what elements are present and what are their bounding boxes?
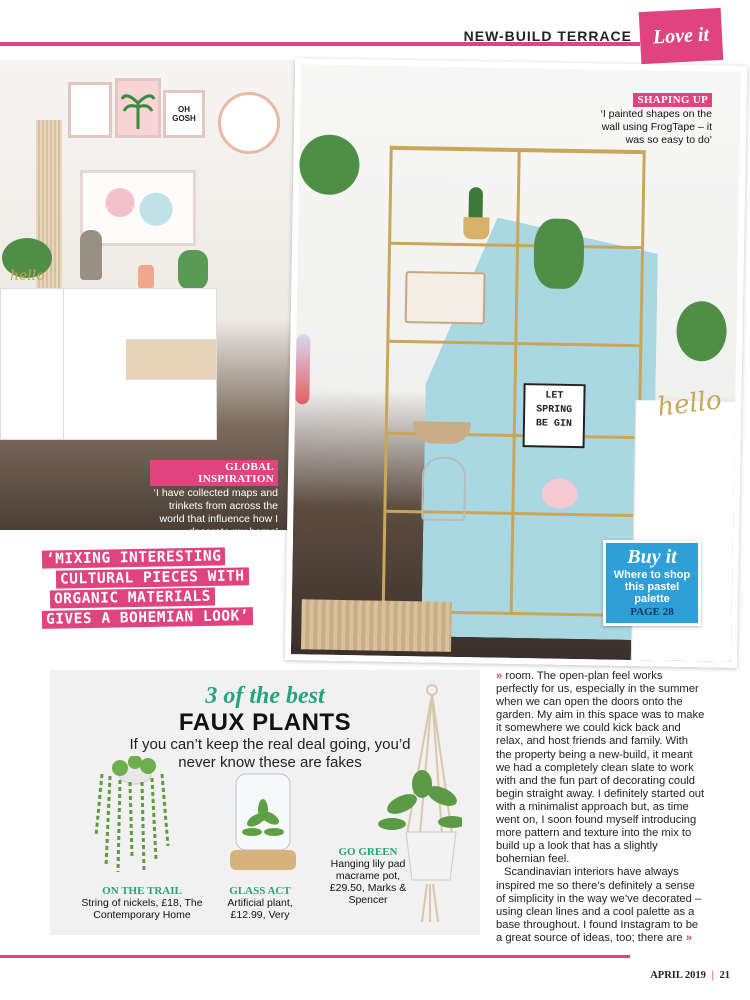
glass-jar-plant-image: [226, 770, 300, 874]
caption-body: ‘I have collected maps and trinkets from across the world that influence how I decorate my home’: [153, 487, 278, 538]
product-description: Hanging lily pad macrame pot, £29.50, Marks & Spencer: [329, 858, 407, 906]
salt-lamp: [138, 265, 154, 289]
product-description: String of nickels, £18, The Contemporary Home: [81, 897, 203, 921]
quote-line: CULTURAL PIECES WITH: [56, 567, 249, 588]
section-title: NEW-BUILD TERRACE: [463, 28, 632, 44]
buy-it-body: Where to shop this pastel palette: [613, 569, 691, 605]
page-number: 21: [719, 970, 730, 981]
product-artificial-plant: [212, 885, 308, 921]
lightbox-sign: [523, 383, 586, 448]
love-it-badge: Love it: [639, 8, 724, 64]
product-label: GO GREEN: [338, 846, 398, 858]
wall-clock: [218, 92, 280, 154]
pull-quote: [42, 548, 282, 628]
article-paragraph: [496, 670, 706, 866]
print-text-oh: OH: [178, 105, 190, 114]
wood-drawer: [126, 339, 216, 380]
product-string-of-nickels: [77, 885, 207, 921]
oh-gosh-print: [163, 90, 205, 138]
product-macrame-pot: [318, 846, 418, 906]
hello-sign: hello: [10, 268, 45, 284]
caption-title: SHAPING UP: [633, 93, 712, 107]
paragraph-text: room. The open-plan feel works perfectly for us, especially in the summer when we can open the doors onto the garden. My aim in this space was to make it somewhere we could kick back and relax, and host friends and family. With the property being a new-build, it meant we had a completely clean slate to work with and the fun part of decorating could begin straight away. I definitely started out with a minimalist approach but, as time went on, I soon found myself introducing more pattern and texture into the mix to build up a look that has a slightly bohemian feel.: [496, 670, 705, 866]
lightbox-line: SPRING: [536, 404, 573, 416]
caption-global-inspiration: [150, 460, 278, 539]
footer-separator: |: [711, 970, 714, 981]
lightbox-line: LET: [545, 390, 564, 402]
trailing-plant: [533, 218, 584, 289]
article-paragraph: [496, 866, 706, 945]
product-label: GLASS ACT: [229, 885, 291, 897]
potted-plant: [676, 301, 727, 362]
record-player: [405, 271, 486, 324]
best-of-subheading: If you can’t keep the real deal going, you’d never know these are fakes: [129, 736, 411, 771]
issue-date: APRIL 2019: [650, 970, 706, 981]
buy-it-page: PAGE 28: [630, 606, 674, 618]
lightbox-line: BE GIN: [535, 418, 573, 430]
quote-line: ORGANIC MATERIALS: [50, 588, 215, 609]
gold-pot: [463, 217, 489, 239]
continue-arrow-icon: »: [685, 931, 692, 944]
best-of-heading: FAUX PLANTS: [178, 709, 352, 736]
continue-arrow-icon: »: [496, 670, 503, 682]
page-footer: [650, 970, 730, 981]
quote-line: ‘MIXING INTERESTING: [42, 547, 226, 568]
lava-lamp: [295, 334, 310, 404]
hanging-plant: [299, 134, 360, 195]
line-art-frame: [68, 82, 112, 138]
article-body: [496, 670, 706, 945]
palm-leaf-icon: [118, 81, 158, 135]
product-label: ON THE TRAIL: [102, 885, 182, 897]
buddha-ornament: [80, 230, 102, 280]
buy-it-box: [603, 540, 701, 626]
shelf-upright: [510, 152, 521, 612]
hello-sign: hello: [655, 385, 724, 423]
best-of-kicker: 3 of the best: [205, 683, 325, 709]
white-drawer: [126, 379, 216, 420]
string-of-nickels-image: [90, 756, 180, 876]
print-text-gosh: GOSH: [172, 114, 196, 123]
buy-it-title: Buy it: [627, 546, 677, 568]
cactus-plant: [178, 250, 208, 290]
white-sideboard: [0, 288, 217, 440]
caption-body: ‘I painted shapes on the wall using FrogTape – it was so easy to do’: [600, 108, 712, 146]
palm-print-frame: [115, 78, 161, 138]
caption-title: GLOBAL INSPIRATION: [150, 460, 278, 486]
footer-rule: [0, 955, 630, 958]
paragraph-text: Scandinavian interiors have always inspired me so there’s definitely a sense of simplicity in the way we’ve decorated – using clean lines and a cool palette as a base throughout. I found Instagram to be a great source of ideas, too; there are: [496, 866, 702, 944]
wire-lantern: [421, 456, 466, 521]
caption-shaping-up: [596, 90, 712, 147]
quote-line: GIVES A BOHEMIAN LOOK’: [42, 607, 253, 629]
product-description: Artificial plant, £12.99, Very: [227, 897, 293, 921]
jute-rug: [301, 599, 452, 652]
